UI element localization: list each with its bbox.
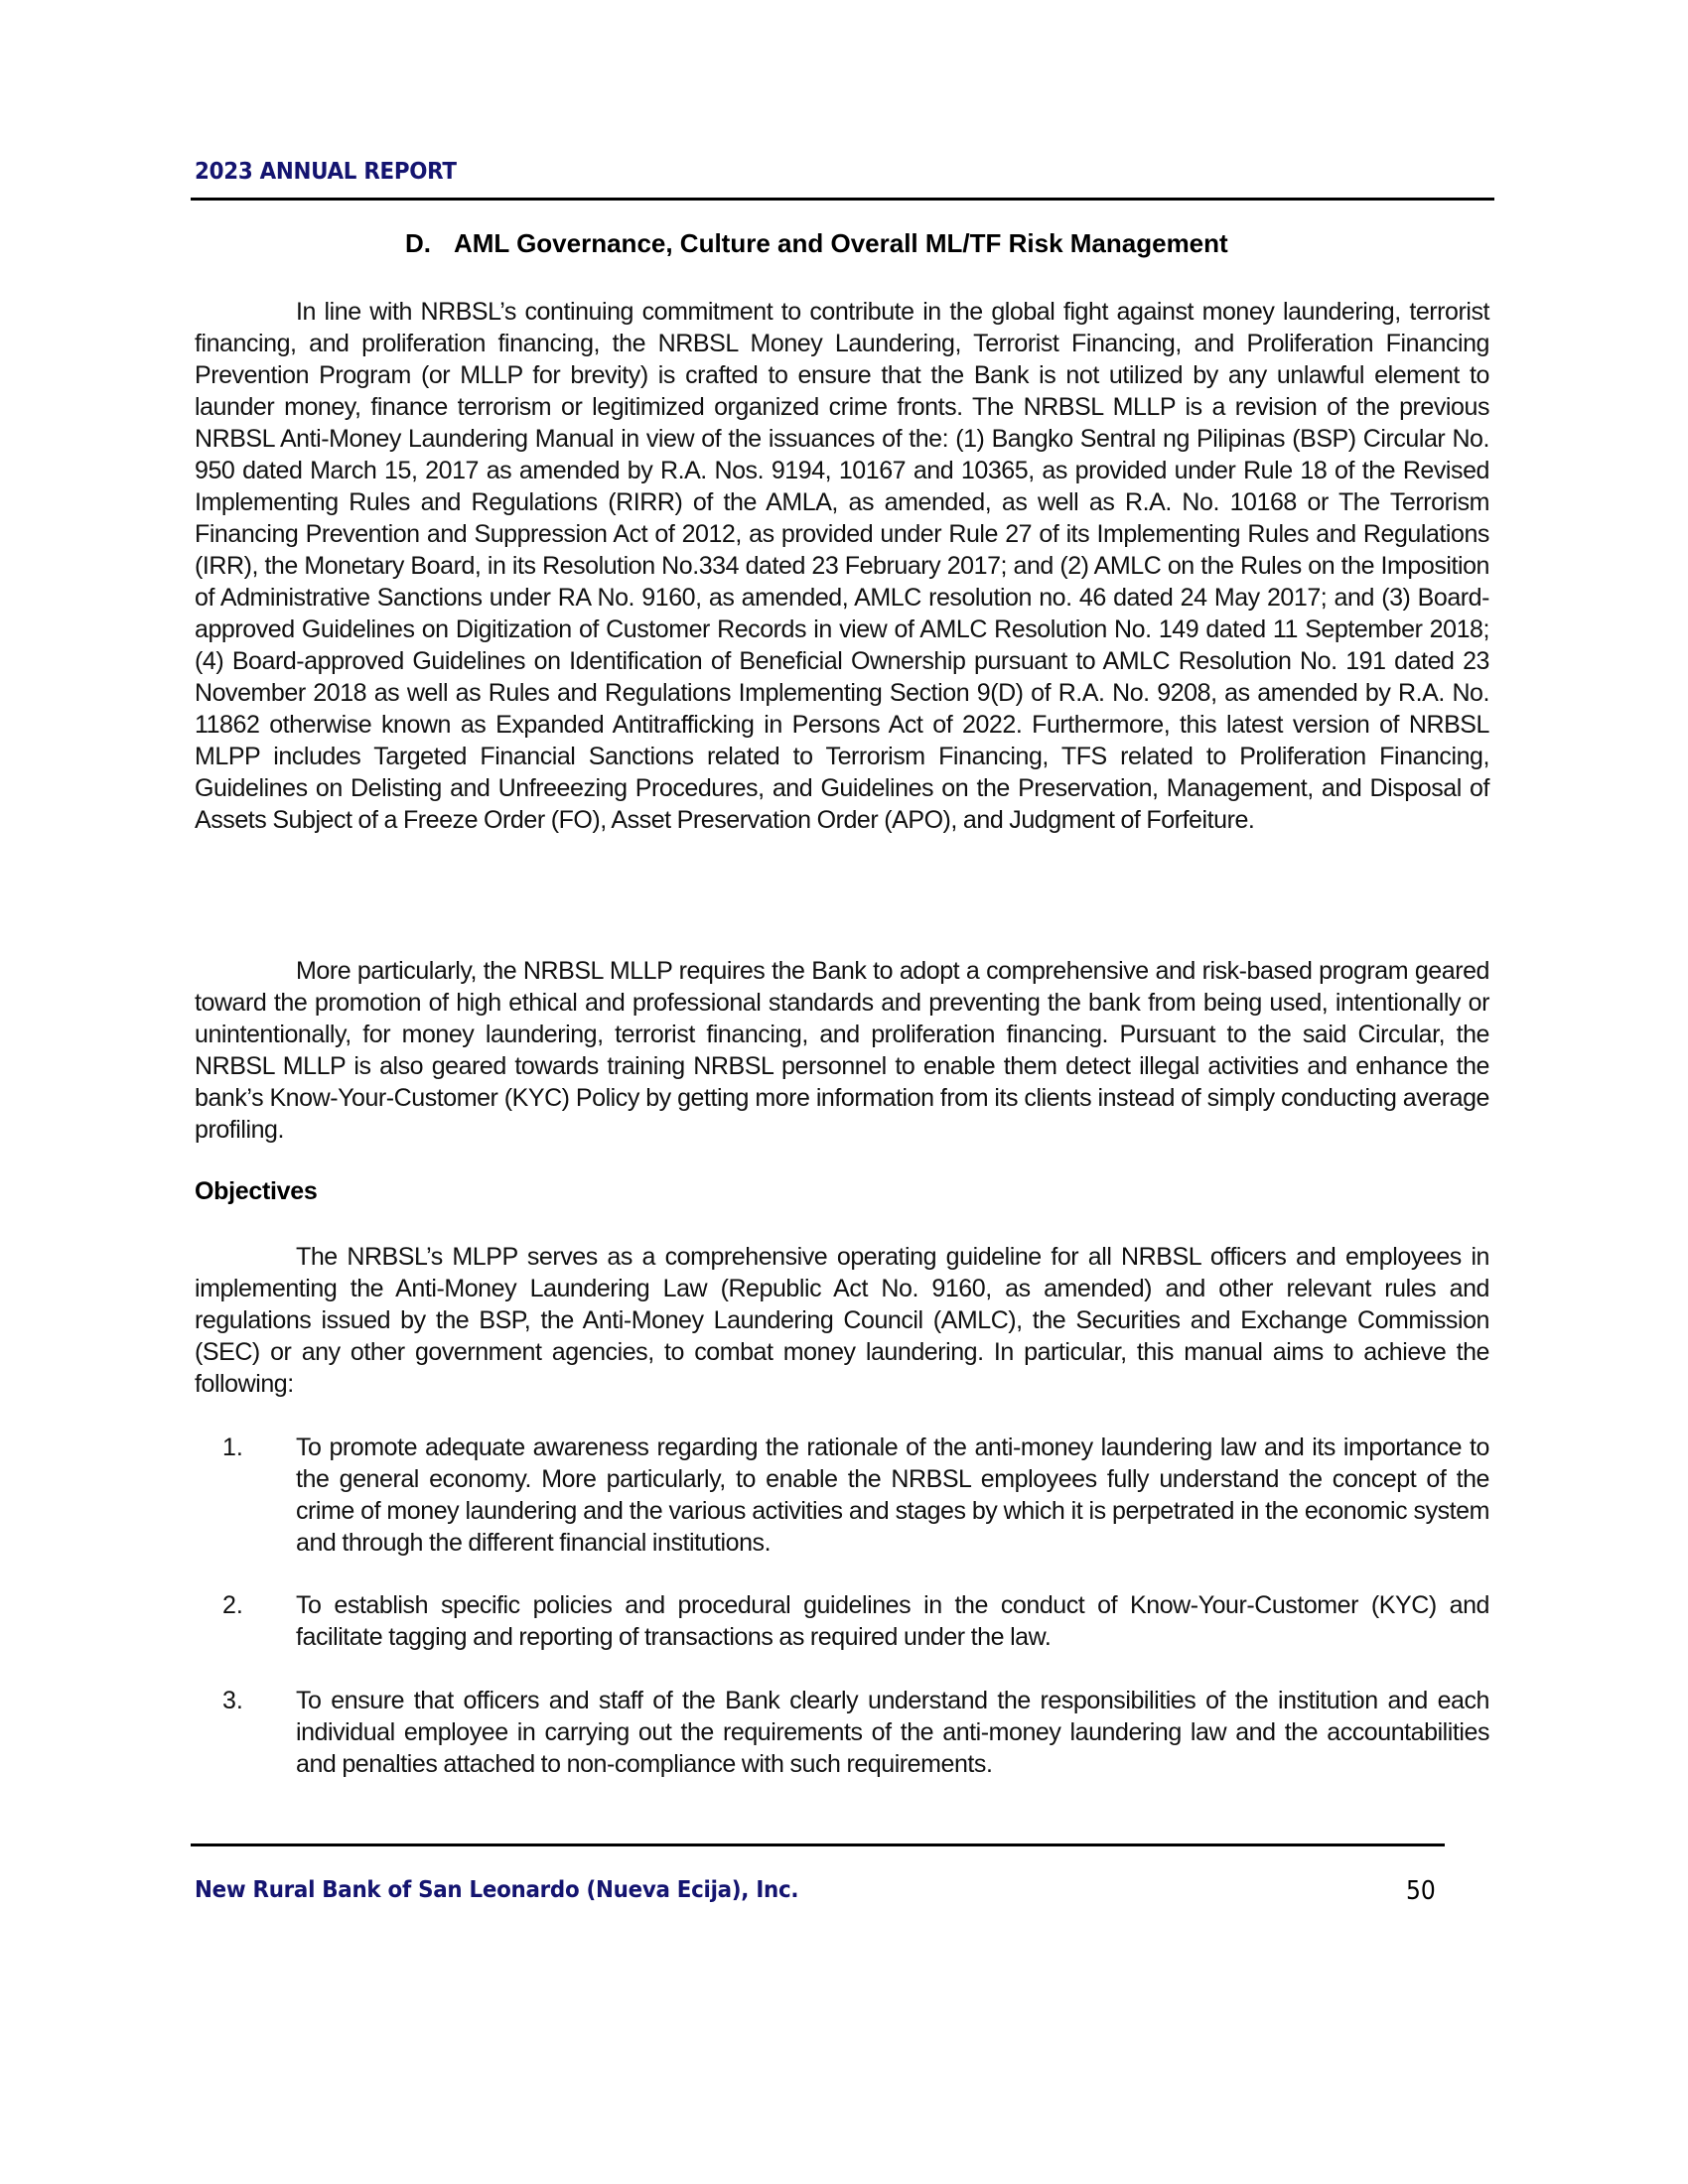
section-heading — [405, 228, 1228, 259]
page-number: 50 — [1406, 1876, 1436, 1906]
section-letter: D. — [405, 228, 431, 258]
list-number: 2. — [222, 1591, 243, 1619]
footer-bank-name: New Rural Bank of San Leonardo (Nueva Ecija), Inc. — [195, 1877, 799, 1903]
running-header-title: 2023 ANNUAL REPORT — [195, 159, 457, 185]
list-number: 3. — [222, 1687, 243, 1714]
header-divider — [191, 198, 1494, 201]
footer-divider — [191, 1843, 1445, 1846]
objectives-heading: Objectives — [195, 1177, 318, 1205]
list-text: To promote adequate awareness regarding the rationale of the anti-money laundering law and its importance to the general economy. More particularly, to enable the NRBSL employees fully understand the concept of the crime of money laundering and the various activities and stages by which it is perpetrated in the economic system and through the different financial institutions. — [296, 1433, 1489, 1557]
list-text: To establish specific policies and procedural guidelines in the conduct of Know-Your-Customer (KYC) and facilitate tagging and reporting of transactions as required under the law. — [296, 1591, 1489, 1651]
paragraph-mllp-requirements: More particularly, the NRBSL MLLP requires the Bank to adopt a comprehensive and risk-based program geared toward the promotion of high ethical and professional standards and preventing the bank from being used, intentionally or unintentionally, for money laundering, terrorist financing, and proliferation financing. Pursuant to the said Circular, the NRBSL MLLP is also geared towards training NRBSL personnel to enable them detect illegal activities and enhance the bank’s Know-Your-Customer (KYC) Policy by getting more information from its clients instead of simply conducting average profiling. — [195, 957, 1489, 1144]
section-title: AML Governance, Culture and Overall ML/TF Risk Management — [454, 228, 1228, 258]
objectives-intro: The NRBSL’s MLPP serves as a comprehensive operating guideline for all NRBSL officers and employees in implementing the Anti-Money Laundering Law (Republic Act No. 9160, as amended) and other relevant rules and regulations issued by the BSP, the Anti-Money Laundering Council (AMLC), the Securities and Exchange Commission (SEC) or any other government agencies, to combat money laundering. In particular, this manual aims to achieve the following: — [195, 1243, 1489, 1398]
list-number: 1. — [222, 1433, 243, 1461]
list-text: To ensure that officers and staff of the Bank clearly understand the responsibilities of the institution and each individual employee in carrying out the requirements of the anti-money laundering law and the accountabilities and penalties attached to non-compliance with such requirements. — [296, 1687, 1489, 1778]
paragraph-mllp-overview: In line with NRBSL’s continuing commitment to contribute in the global fight against money laundering, terrorist financing, and proliferation financing, the NRBSL Money Laundering, Terrorist Financing, and Proliferation Financing Prevention Program (or MLLP for brevity) is crafted to ensure that the Bank is not utilized by any unlawful element to launder money, finance terrorism or legitimized organized crime fronts. The NRBSL MLLP is a revision of the previous NRBSL Anti-Money Laundering Manual in view of the issuances of the: (1) Bangko Sentral ng Pilipinas (BSP) Circular No. 950 dated March 15, 2017 as amended by R.A. Nos. 9194, 10167 and 10365, as provided under Rule 18 of the Revised Implementing Rules and Regulations (RIRR) of the AMLA, as amended, as well as R.A. No. 10168 or The Terrorism Financing Prevention and Suppression Act of 2012, as provided under Rule 27 of its Implementing Rules and Regulations (IRR), the Monetary Board, in its Resolution No.334 dated 23 February 2017; and (2) AMLC on the Rules on the Imposition of Administrative Sanctions under RA No. 9160, as amended, AMLC resolution no. 46 dated 24 May 2017; and (3) Board-approved Guidelines on Digitization of Customer Records in view of AMLC Resolution No. 149 dated 11 September 2018; (4) Board-approved Guidelines on Identification of Beneficial Ownership pursuant to AMLC Resolution No. 191 dated 23 November 2018 as well as Rules and Regulations Implementing Section 9(D) of R.A. No. 9208, as amended by R.A. No. 11862 otherwise known as Expanded Antitrafficking in Persons Act of 2022. Furthermore, this latest version of NRBSL MLPP includes Targeted Financial Sanctions related to Terrorism Financing, TFS related to Proliferation Financing, Guidelines on Delisting and Unfreeezing Procedures, and Guidelines on the Preservation, Management, and Disposal of Assets Subject of a Freeze Order (FO), Asset Preservation Order (APO), and Judgment of Forfeiture. — [195, 298, 1489, 834]
